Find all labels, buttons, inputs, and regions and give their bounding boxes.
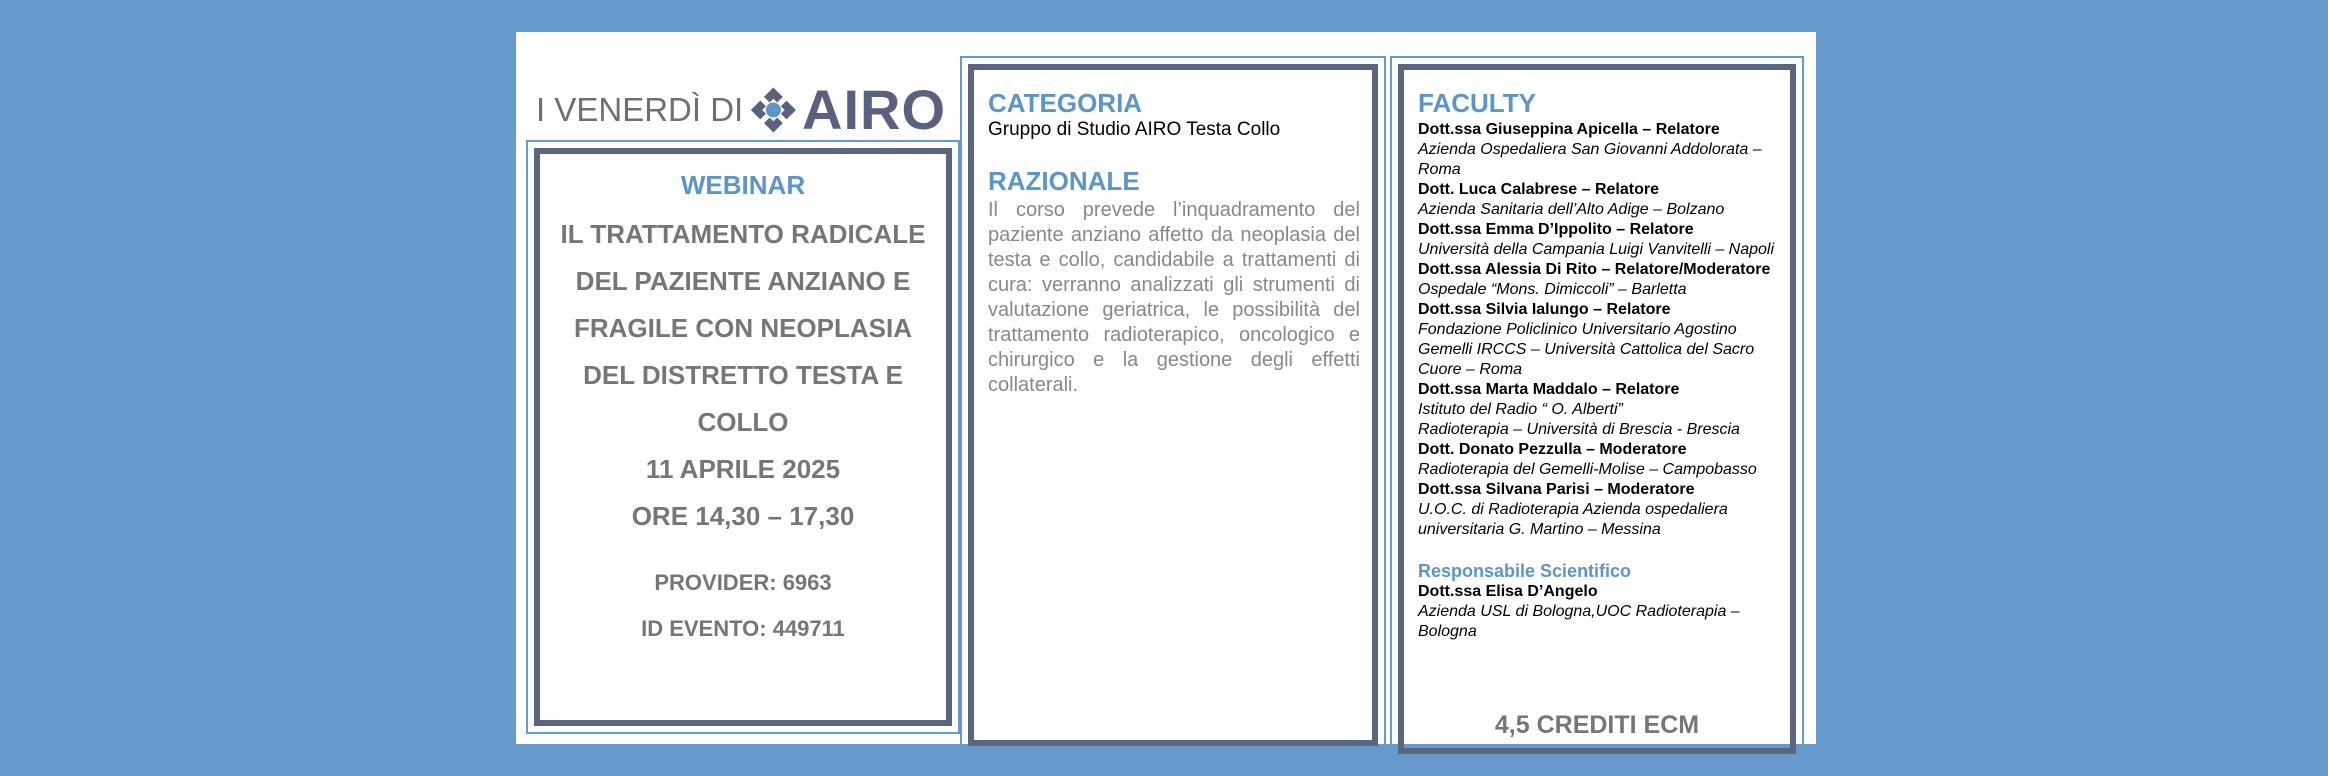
logo-prefix: I VENERDÌ DI: [536, 91, 744, 128]
resp-name: Dott.ssa Elisa D’Angelo: [1418, 583, 1598, 600]
resp-heading: Responsabile Scientifico: [1418, 561, 1632, 581]
brochure-sheet: [516, 32, 1816, 744]
faculty-name: Dott.ssa Silvana Parisi – Moderatore: [1418, 481, 1695, 498]
faculty-affiliation-line: U.O.C. di Radioterapia Azienda ospedaliera: [1418, 501, 1728, 518]
faculty-name: Dott.ssa Alessia Di Rito – Relatore/Moderatore: [1418, 261, 1771, 278]
faculty-entry: [1418, 440, 1778, 480]
webinar-label: WEBINAR: [680, 170, 806, 200]
faculty-affiliation-line: Istituto del Radio “ O. Alberti”: [1418, 401, 1623, 418]
faculty-name: Dott.ssa Emma D’Ippolito – Relatore: [1418, 221, 1694, 238]
faculty-affiliation-line: Ospedale “Mons. Dimiccoli” – Barletta: [1418, 281, 1687, 298]
event-title-line: COLLO: [697, 407, 789, 437]
faculty-name: Dott. Luca Calabrese – Relatore: [1418, 181, 1659, 198]
resp-affiliation-line: Azienda USL di Bologna,UOC Radioterapia –: [1418, 603, 1740, 620]
faculty-entry: [1418, 480, 1778, 540]
event-title-line: FRAGILE CON NEOPLASIA: [573, 313, 912, 343]
faculty-entry: [1418, 300, 1778, 380]
faculty-affiliation-line: Radioterapia del Gemelli-Molise – Campobasso: [1418, 461, 1757, 478]
category-text: Gruppo di Studio AIRO Testa Collo: [988, 119, 1281, 140]
faculty-name: Dott.ssa Silvia Ialungo – Relatore: [1418, 301, 1671, 318]
faculty-entry: [1418, 120, 1778, 180]
event-title-line: DEL PAZIENTE ANZIANO E: [575, 266, 911, 296]
provider-id: PROVIDER: 6963: [654, 570, 832, 595]
event-date: 11 APRILE 2025: [645, 454, 841, 484]
faculty-affiliation-line: Gemelli IRCCS – Università Cattolica del Sacro: [1418, 341, 1755, 358]
faculty-heading: FACULTY: [1418, 88, 1536, 118]
faculty-affiliation-line: Fondazione Policlinico Universitario Agostino: [1418, 321, 1737, 338]
resp-affiliation-line: Bologna: [1418, 623, 1477, 640]
faculty-entry: [1418, 380, 1778, 440]
faculty-affiliation-line: Università della Campania Luigi Vanvitelli – Napoli: [1418, 241, 1775, 258]
rationale-heading: RAZIONALE: [988, 166, 1140, 196]
airo-logo-icon: [749, 84, 798, 136]
panel-event: [526, 140, 960, 734]
faculty-entry: [1418, 260, 1778, 300]
faculty-list: [1418, 120, 1778, 540]
panel-faculty: [1390, 56, 1804, 762]
faculty-entry: [1418, 180, 1778, 220]
event-title: [540, 211, 946, 446]
faculty-affiliation-line: universitaria G. Martino – Messina: [1418, 521, 1661, 538]
faculty-affiliation-line: Azienda Ospedaliera San Giovanni Addolorata –: [1418, 141, 1762, 158]
panel-event-inner: [534, 148, 952, 726]
ecm-credits: 4,5 CREDITI ECM: [1494, 711, 1700, 739]
faculty-name: Dott.ssa Giuseppina Apicella – Relatore: [1418, 121, 1720, 138]
faculty-affiliation-line: Cuore – Roma: [1418, 361, 1523, 378]
rationale-text: Il corso prevede l’inquadramento del paziente anziano affetto da neoplasia del testa e collo, candidabile a trattamenti di cura: verranno analizzati gli strumenti di valutazione geriatrica, le possibilità del trattamento radioterapico, oncologico e chirurgico e la gestione degli effetti collaterali.: [988, 199, 1360, 396]
airo-logo: [536, 80, 946, 140]
event-id: ID EVENTO: 449711: [641, 616, 845, 641]
event-title-line: IL TRATTAMENTO RADICALE: [560, 219, 926, 249]
faculty-entry: [1418, 220, 1778, 260]
category-heading: CATEGORIA: [988, 88, 1143, 118]
panel-faculty-inner: [1398, 64, 1796, 754]
faculty-name: Dott. Donato Pezzulla – Moderatore: [1418, 441, 1687, 458]
event-title-line: DEL DISTRETTO TESTA E: [583, 360, 903, 390]
faculty-affiliation-line: Azienda Sanitaria dell’Alto Adige – Bolzano: [1418, 201, 1725, 218]
logo-wordmark: AIRO: [802, 78, 946, 141]
panel-info-inner: [968, 64, 1378, 746]
faculty-affiliation-line: Roma: [1418, 161, 1461, 178]
panel-info: [960, 56, 1386, 754]
faculty-name: Dott.ssa Marta Maddalo – Relatore: [1418, 381, 1680, 398]
faculty-affiliation-line: Radioterapia – Università di Brescia - Brescia: [1418, 421, 1740, 438]
event-time: ORE 14,30 – 17,30: [631, 501, 855, 531]
